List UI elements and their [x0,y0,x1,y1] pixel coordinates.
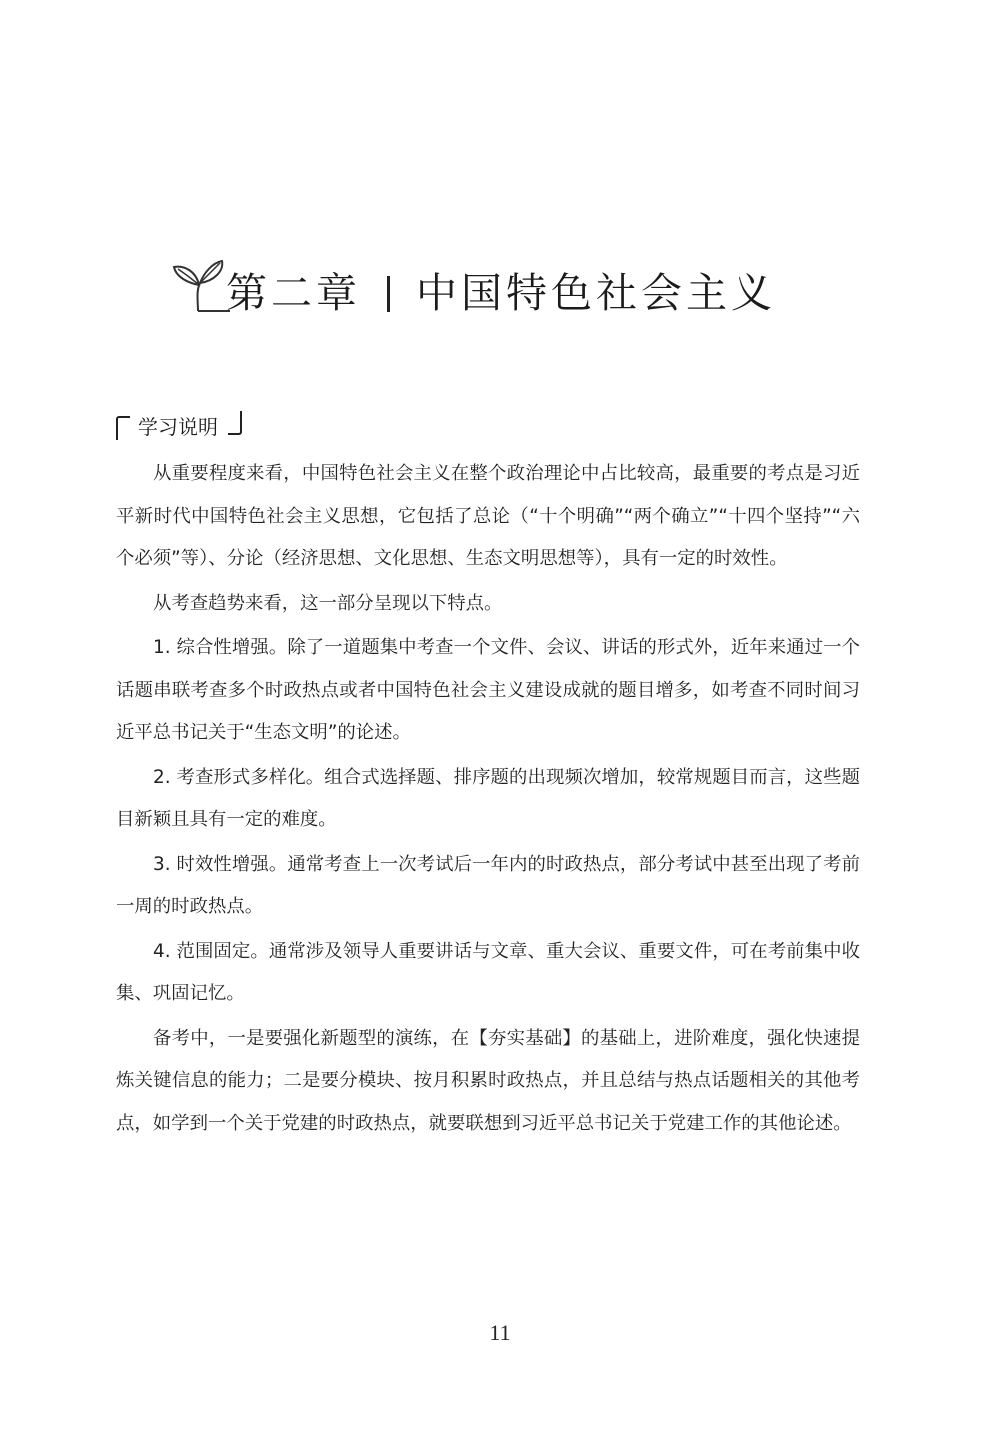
paragraph: 2. 考查形式多样化。组合式选择题、排序题的出现频次增加，较常规题目而言，这些题目新颖且具有一定的难度。 [116,766,860,830]
paragraph: 1. 综合性增强。除了一道题集中考查一个文件、会议、讲话的形式外，近年来通过一个话题串联考查多个时政热点或者中国特色社会主义建设成就的题目增多，如考查不同时间习近平总书记关于“生态文明”的论述。 [116,637,860,743]
chapter-divider [387,276,390,312]
section-heading-label: 学习说明 [138,414,218,439]
chapter-header [168,248,776,328]
sprout-icon [168,253,230,315]
chapter-number: 第二章 [226,268,361,317]
chapter-title: 中国特色社会主义 [416,268,776,317]
paragraph: 备考中，一是要强化新题型的演练，在【夯实基础】的基础上，进阶难度，强化快速提炼关键信息的能力；二是要分模块、按月积累时政热点，并且总结与热点话题相关的其他考点，如学到一个关于党建的时政热点，就要联想到习近平总书记关于党建工作的其他论述。 [116,1027,860,1134]
paragraph: 3. 时效性增强。通常考查上一次考试后一年内的时政热点，部分考试中甚至出现了考前一周的时政热点。 [116,853,860,917]
bracket-close-icon [228,411,242,435]
body-text [116,453,860,1147]
paragraph: 从重要程度来看，中国特色社会主义在整个政治理论中占比较高，最重要的考点是习近平新时代中国特色社会主义思想，它包括了总论（“十个明确”“两个确立”“十四个坚持”“六个必须”等）、分论（经济思想、文化思想、生态文明思想等），具有一定的时效性。 [116,463,860,569]
bracket-open-icon [116,416,130,440]
page-number: 11 [489,1320,511,1345]
paragraph: 4. 范围固定。通常涉及领导人重要讲话与文章、重大会议、重要文件，可在考前集中收集、巩固记忆。 [116,940,860,1004]
paragraph: 从考查趋势来看，这一部分呈现以下特点。 [153,592,503,614]
section-heading [116,410,242,440]
